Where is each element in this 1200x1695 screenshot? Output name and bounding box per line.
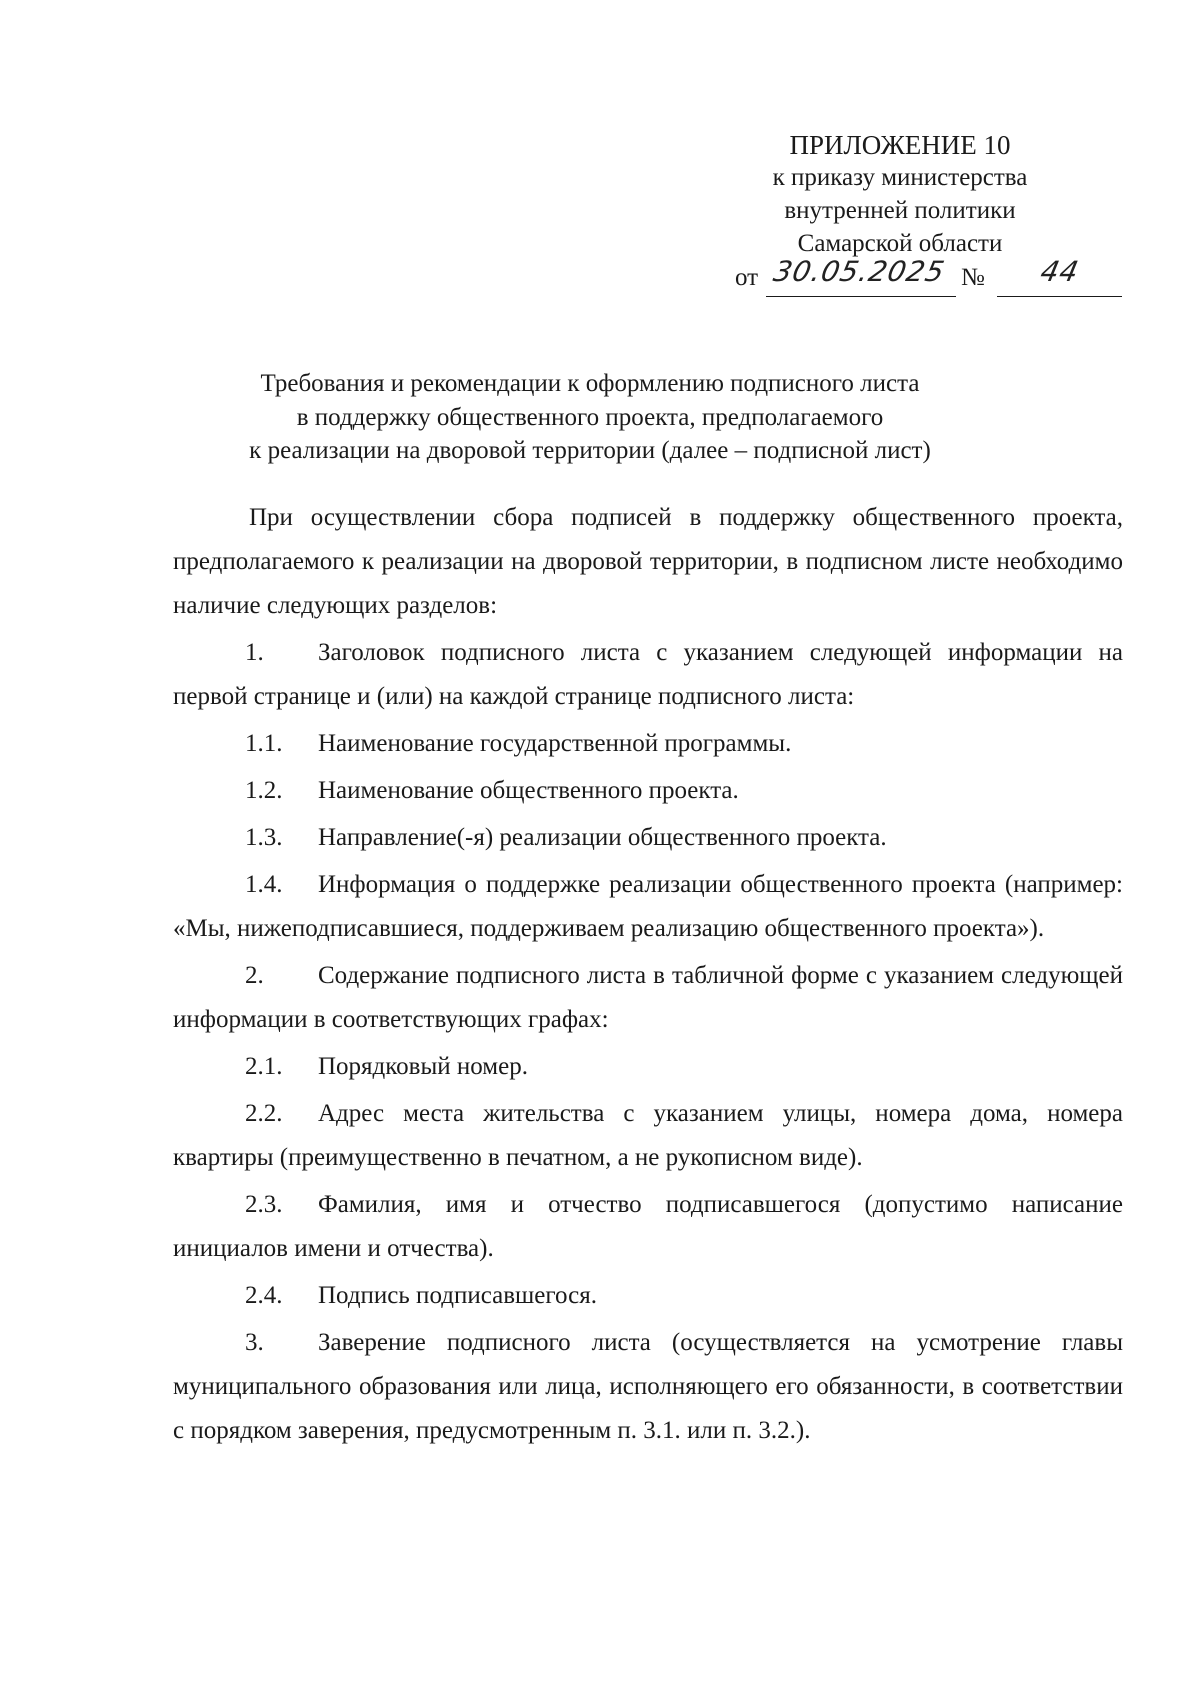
appendix-line-4: Самарской области <box>797 230 1003 257</box>
intro-paragraph: При осуществлении сбора подписей в поддержку общественного проекта, предполагаемого к реализации на дворовой территории, в подписном листе необходимо наличие следующих разделов: <box>173 504 1123 619</box>
list-item <box>173 769 1123 813</box>
item-text: Заверение подписного листа (осуществляется на усмотрение главы муниципального образования или лица, исполняющего его обязанности, в соответствии с порядком заверения, предусмотренным п. 3.1. или п. 3.2.). <box>173 1329 1123 1444</box>
item-number: 2. <box>245 962 264 989</box>
title-line-2: в поддержку общественного проекта, предполагаемого <box>296 403 884 431</box>
appendix-header <box>700 130 1100 262</box>
document-body <box>173 496 1123 1456</box>
appendix-line-3: внутренней политики <box>784 197 1016 224</box>
requirements-list <box>173 631 1123 1453</box>
item-number: 1.2. <box>245 777 283 804</box>
number-sign: № <box>961 264 985 291</box>
item-text: Направление(-я) реализации общественного проекта. <box>318 824 887 851</box>
item-text: Порядковый номер. <box>318 1053 528 1080</box>
order-date-line <box>735 255 1125 298</box>
title-line-1: Требования и рекомендации к оформлению подписного листа <box>260 370 920 397</box>
list-item <box>173 1092 1123 1180</box>
appendix-title: ПРИЛОЖЕНИЕ 10 <box>789 130 1011 160</box>
list-item <box>173 863 1123 951</box>
item-text: Наименование государственной программы. <box>318 730 792 757</box>
item-number: 2.2. <box>245 1100 283 1127</box>
item-text: Информация о поддержке реализации общественного проекта (например: «Мы, нижеподписавшиеся, поддерживаем реализацию общественного проекта»). <box>173 871 1123 942</box>
item-text: Наименование общественного проекта. <box>318 777 739 804</box>
list-item <box>173 631 1123 719</box>
date-prefix: от <box>735 264 759 291</box>
item-text: Заголовок подписного листа с указанием следующей информации на первой странице и (или) на каждой странице подписного листа: <box>173 639 1123 710</box>
item-text: Подпись подписавшегося. <box>318 1282 597 1309</box>
item-number: 3. <box>245 1329 264 1356</box>
item-text: Фамилия, имя и отчество подписавшегося (допустимо написание инициалов имени и отчества). <box>173 1191 1123 1262</box>
handwritten-number: 44 <box>1037 255 1083 288</box>
handwritten-date: 30.05.2025 <box>770 255 948 288</box>
list-item <box>173 954 1123 1042</box>
list-item <box>173 1274 1123 1318</box>
item-number: 2.1. <box>245 1053 283 1080</box>
list-item <box>173 1045 1123 1089</box>
list-item <box>173 1183 1123 1271</box>
title-line-3: к реализации на дворовой территории (далее – подписной лист) <box>249 437 931 464</box>
list-item <box>173 816 1123 860</box>
appendix-line-2: к приказу министерства <box>772 164 1028 191</box>
item-number: 1.3. <box>245 824 283 851</box>
item-number: 1.1. <box>245 730 283 757</box>
item-number: 1. <box>245 639 264 666</box>
list-item <box>173 722 1123 766</box>
item-text: Содержание подписного листа в табличной форме с указанием следующей информации в соответствующих графах: <box>173 962 1123 1033</box>
item-number: 2.3. <box>245 1191 283 1218</box>
item-number: 2.4. <box>245 1282 283 1309</box>
document-title <box>140 368 1040 469</box>
number-field <box>997 252 1122 297</box>
item-number: 1.4. <box>245 871 283 898</box>
list-item <box>173 1321 1123 1453</box>
date-field <box>766 252 956 297</box>
item-text: Адрес места жительства с указанием улицы, номера дома, номера квартиры (преимущественно в печатном, а не рукописном виде). <box>173 1100 1123 1171</box>
